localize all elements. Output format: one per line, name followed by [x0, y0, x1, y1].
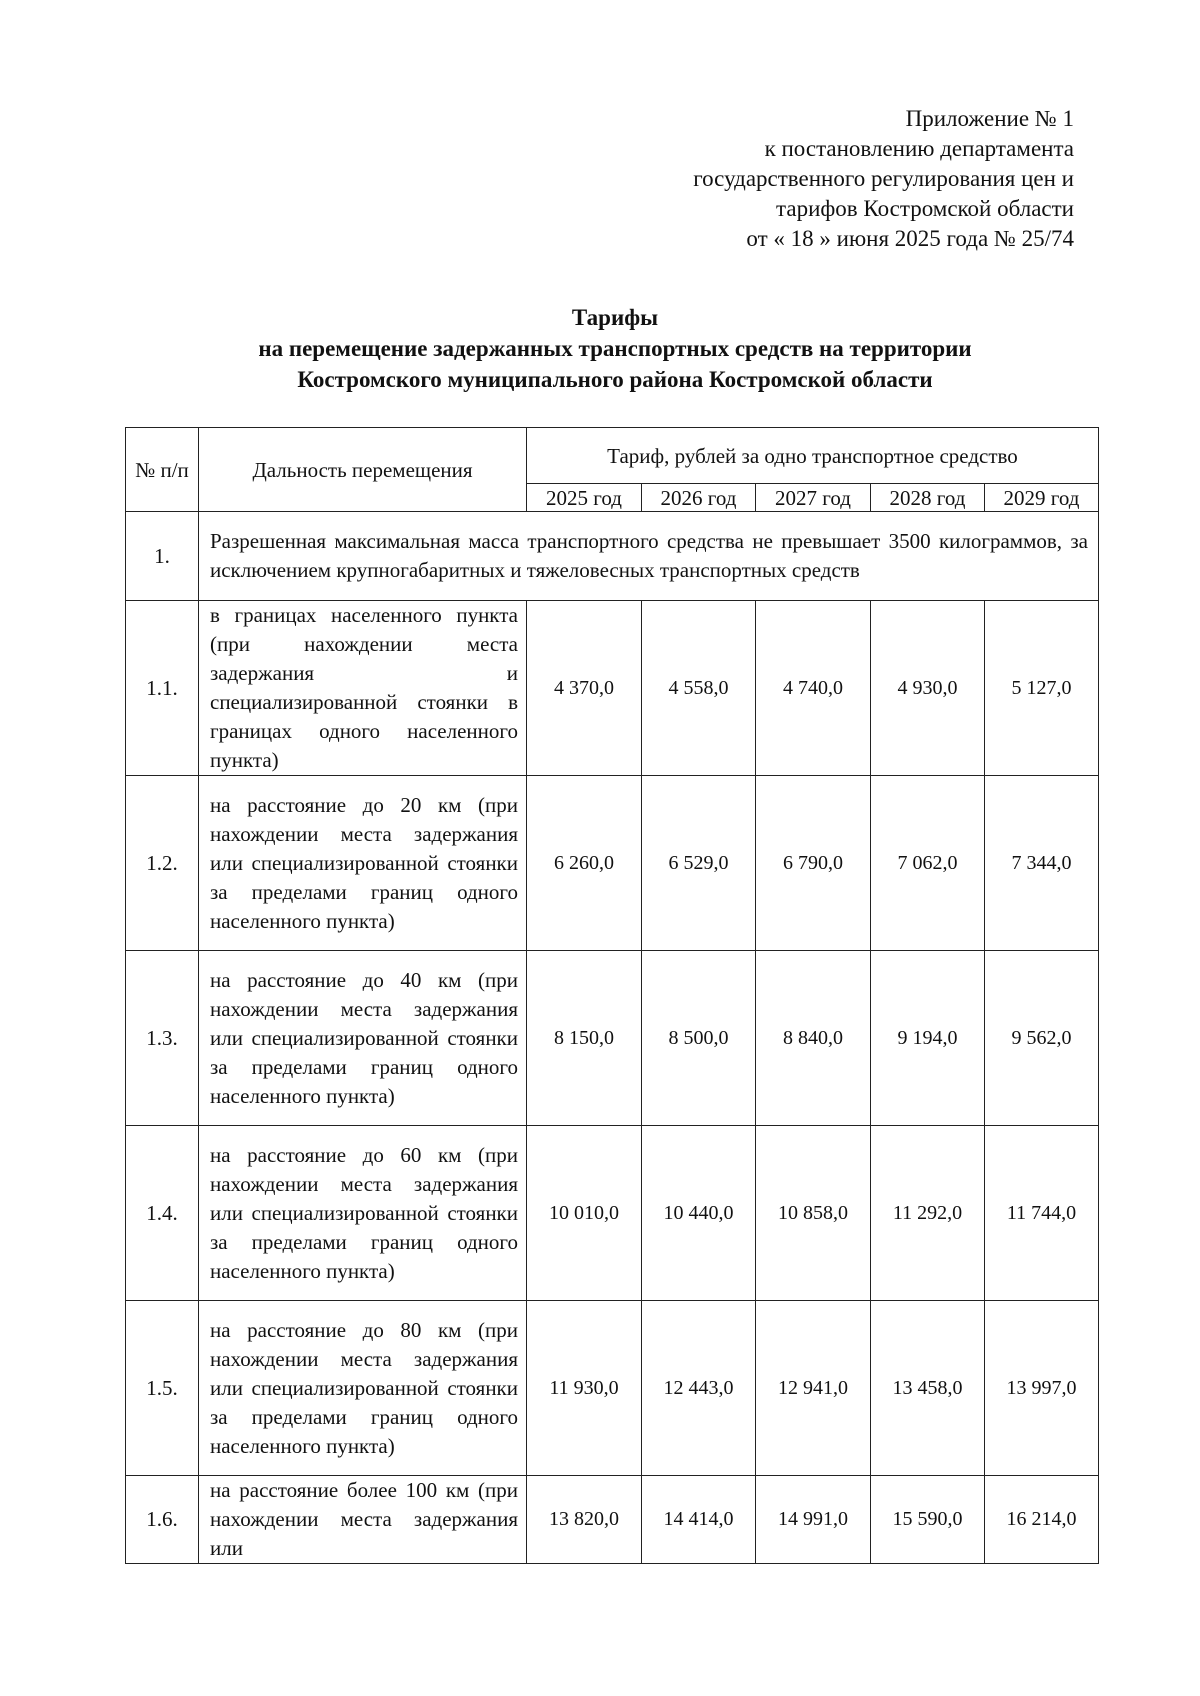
row-value: 10 440,0: [642, 1126, 756, 1301]
table-row: [126, 1476, 1099, 1564]
row-value: 10 858,0: [756, 1126, 871, 1301]
appendix-line: государственного регулирования цен и: [693, 166, 1074, 191]
row-value: 9 562,0: [985, 951, 1099, 1126]
row-description: на расстояние до 60 км (при нахождении места задержания или специализированной стоянки за пределами границ одного населенного пункта): [199, 1126, 527, 1301]
row-value: 11 744,0: [985, 1126, 1099, 1301]
appendix-header: [693, 104, 1074, 254]
table-row: [126, 951, 1099, 1126]
row-value: 6 790,0: [756, 776, 871, 951]
title-line: на перемещение задержанных транспортных средств на территории: [258, 336, 972, 361]
header-year: 2028 год: [871, 484, 985, 512]
header-year: 2026 год: [642, 484, 756, 512]
appendix-line: к постановлению департамента: [764, 136, 1074, 161]
table-row: [126, 776, 1099, 951]
row-num: 1.4.: [126, 1126, 199, 1301]
table-row: [126, 1126, 1099, 1301]
row-value: 7 062,0: [871, 776, 985, 951]
row-value: 12 941,0: [756, 1301, 871, 1476]
tariff-table: [125, 427, 1099, 1564]
section-text: Разрешенная максимальная масса транспортного средства не превышает 3500 килограммов, за исключением крупногабаритных и тяжеловесных транспортных средств: [199, 512, 1099, 601]
row-num: 1.5.: [126, 1301, 199, 1476]
row-description: на расстояние до 80 км (при нахождении места задержания или специализированной стоянки за пределами границ одного населенного пункта): [199, 1301, 527, 1476]
row-value: 14 991,0: [756, 1476, 871, 1564]
row-value: 4 930,0: [871, 601, 985, 776]
appendix-line: Приложение № 1: [905, 106, 1074, 131]
row-value: 4 370,0: [527, 601, 642, 776]
title-line: Тарифы: [571, 305, 659, 330]
row-value: 6 260,0: [527, 776, 642, 951]
row-value: 11 292,0: [871, 1126, 985, 1301]
row-description: на расстояние до 40 км (при нахождении места задержания или специализированной стоянки за пределами границ одного населенного пункта): [199, 951, 527, 1126]
row-value: 12 443,0: [642, 1301, 756, 1476]
row-num: 1.2.: [126, 776, 199, 951]
row-num: 1.1.: [126, 601, 199, 776]
row-value: 4 740,0: [756, 601, 871, 776]
header-year: 2029 год: [985, 484, 1099, 512]
row-value: 11 930,0: [527, 1301, 642, 1476]
row-value: 13 820,0: [527, 1476, 642, 1564]
row-value: 13 997,0: [985, 1301, 1099, 1476]
header-distance: Дальность перемещения: [199, 428, 527, 512]
row-value: 8 150,0: [527, 951, 642, 1126]
header-num: № п/п: [126, 428, 199, 512]
header-year: 2025 год: [527, 484, 642, 512]
header-tariff: Тариф, рублей за одно транспортное средство: [527, 428, 1099, 484]
row-value: 16 214,0: [985, 1476, 1099, 1564]
row-value: 5 127,0: [985, 601, 1099, 776]
appendix-line: от « 18 » июня 2025 года № 25/74: [746, 226, 1074, 251]
row-value: 8 500,0: [642, 951, 756, 1126]
document-title: [120, 302, 1110, 395]
row-num: 1.3.: [126, 951, 199, 1126]
row-value: 7 344,0: [985, 776, 1099, 951]
section-num: 1.: [126, 512, 199, 601]
row-value: 13 458,0: [871, 1301, 985, 1476]
table-section-row: [126, 512, 1099, 601]
row-description: на расстояние до 20 км (при нахождении места задержания или специализированной стоянки за пределами границ одного населенного пункта): [199, 776, 527, 951]
row-value: 4 558,0: [642, 601, 756, 776]
appendix-line: тарифов Костромской области: [776, 196, 1074, 221]
row-num: 1.6.: [126, 1476, 199, 1564]
row-value: 14 414,0: [642, 1476, 756, 1564]
row-description: на расстояние более 100 км (при нахождении места задержания или: [199, 1476, 527, 1564]
row-description: в границах населенного пункта (при нахождении места задержания и специализированной стоянки в границах одного населенного пункта): [199, 601, 527, 776]
table-row: [126, 1301, 1099, 1476]
row-value: 6 529,0: [642, 776, 756, 951]
row-value: 15 590,0: [871, 1476, 985, 1564]
table-header-row: [126, 428, 1099, 484]
row-value: 8 840,0: [756, 951, 871, 1126]
table-row: [126, 601, 1099, 776]
row-value: 10 010,0: [527, 1126, 642, 1301]
title-line: Костромского муниципального района Костромской области: [297, 367, 933, 392]
row-value: 9 194,0: [871, 951, 985, 1126]
header-year: 2027 год: [756, 484, 871, 512]
